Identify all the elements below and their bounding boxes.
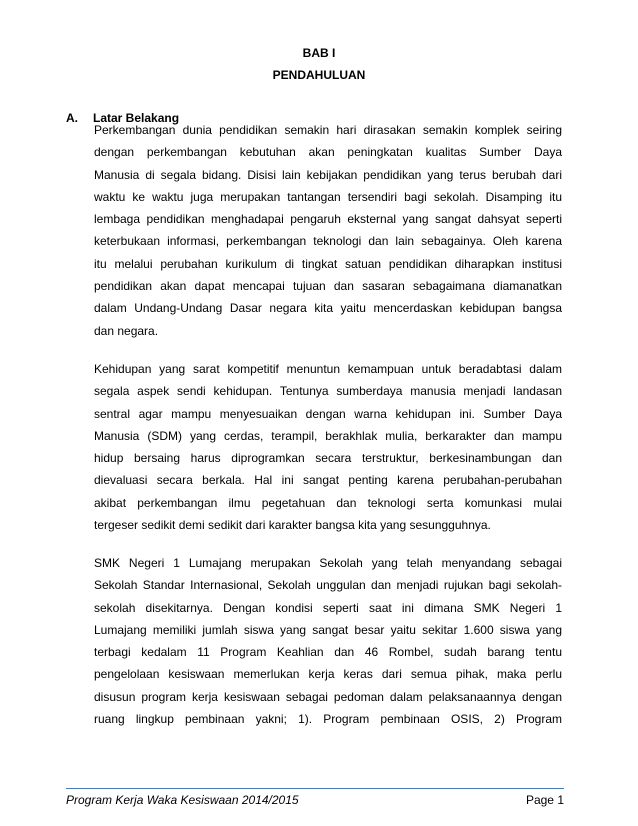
paragraph-line: Kehidupan yang sarat kompetitif menuntun kemampuan untuk beradabtasi dalam (94, 362, 562, 376)
section-title: Latar Belakang (93, 111, 180, 125)
paragraph-line: terbagi kedalam 11 Program Keahlian dan 46 Rombel, sudah barang tentu (94, 645, 562, 660)
paragraph-line: pengelolaan kesiswaan memerlukan kerja keras dari semua pihak, maka perlu (94, 667, 562, 682)
section-letter: A. (66, 111, 78, 125)
paragraph-line: itu melalui perubahan kurikulum di tingkat satuan pendidikan diharapkan institusi (94, 256, 562, 271)
paragraph-line: Lumajang memiliki jumlah siswa yang sangat besar yaitu sekitar 1.600 siswa yang (94, 622, 562, 637)
page-footer (66, 792, 564, 808)
paragraph-line: akibat perkembangan ilmu pegetahuan dan teknologi serta komunkasi mulai (94, 495, 562, 510)
paragraph-line: dalam Undang-Undang Dasar negara kita yaitu mencerdaskan kebidupan bangsa (94, 301, 562, 316)
paragraph-line: waktu ke waktu juga merupakan tantangan tersendiri bagi sekolah. Disamping itu (94, 189, 562, 204)
paragraph-line: dan negara. (94, 323, 159, 338)
paragraph-line: tergeser sedikit demi sedikit dari karakter bangsa kita yang sesungguhnya. (94, 518, 491, 533)
paragraph-line: segala aspek sendi kehidupan. Tentunya sumberdaya manusia menjadi landasan (94, 384, 562, 399)
paragraph-2 (94, 358, 562, 536)
paragraph-line: SMK Negeri 1 Lumajang merupakan Sekolah yang telah menyandang sebagai (94, 556, 562, 570)
paragraph-line: pendidikan akan dapat mencapai tujuan dan sasaran sebagaimana diamanatkan (94, 279, 562, 294)
page-number: Page 1 (525, 793, 564, 807)
footer-document-title: Program Kerja Waka Kesiswaan 2014/2015 (66, 793, 299, 807)
paragraph-line: dengan perkembangan kebutuhan akan peningkatan kualitas Sumber Daya (94, 145, 562, 160)
paragraph-line: Perkembangan dunia pendidikan semakin hari dirasakan semakin komplek seiring (94, 123, 562, 137)
paragraph-line: lembaga pendidikan menghadapai pengaruh eksternal yang sangat dahsyat seperti (94, 212, 562, 227)
chapter-title: BAB I (302, 46, 336, 60)
paragraph-line: ruang lingkup pembinaan yakni; 1). Program pembinaan OSIS, 2) Program (94, 712, 562, 727)
paragraph-line: sentral agar mampu menyesuaikan dengan warna kehidupan ini. Sumber Daya (94, 406, 562, 421)
paragraph-line: keterbukaan informasi, perkembangan teknologi dan lain sebagainya. Oleh karena (94, 234, 562, 249)
chapter-subtitle: PENDAHULUAN (272, 68, 366, 82)
paragraph-line: Sekolah Standar Internasional, Sekolah unggulan dan menjadi rujukan bagi sekolah- (94, 578, 562, 593)
paragraph-1 (94, 119, 562, 342)
paragraph-line: sekolah disekitarnya. Dengan kondisi seperti saat ini dimana SMK Negeri 1 (94, 600, 562, 615)
paragraph-line: Manusia di segala bidang. Disisi lain kebijakan pendidikan yang terus berubah dari (94, 167, 562, 182)
paragraph-line: Manusia (SDM) yang cerdas, terampil, berakhlak mulia, berkarakter dan mampu (94, 428, 562, 443)
footer-divider (66, 788, 564, 789)
paragraph-line: dievaluasi secara berkala. Hal ini sangat penting karena perubahan-perubahan (94, 473, 562, 488)
paragraph-3 (94, 552, 562, 730)
paragraph-line: hidup bersaing harus diprogramkan secara terstruktur, berkesinambungan dan (94, 451, 562, 466)
paragraph-line: disusun program kerja kesiswaan sebagai pedoman dalam pelaksanaannya dengan (94, 689, 562, 704)
